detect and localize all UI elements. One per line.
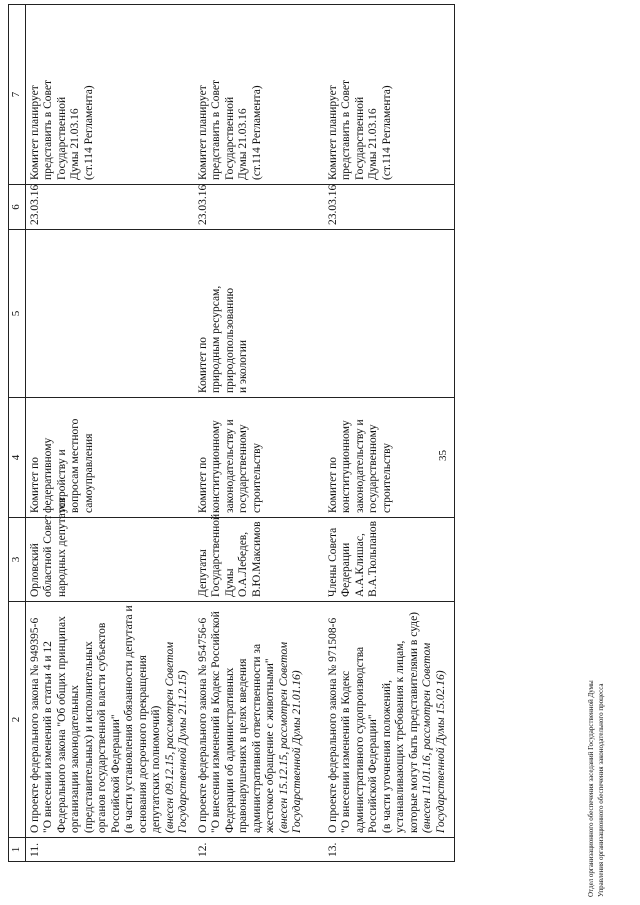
bill-description [324, 602, 455, 838]
header-col-1: 1 [9, 838, 26, 862]
decision-line: (ст.114 Регламента) [82, 85, 95, 180]
description-line: устанавливающих требования к лицам, [394, 640, 406, 833]
description-line: "О внесении изменений в Кодекс Российской [210, 611, 222, 833]
committee-decision [25, 5, 194, 185]
note-line: (внесен 09.12.15, рассмотрен Советом [163, 641, 176, 833]
committee-decision [324, 5, 455, 185]
description-line: (в части уточнения положений, [380, 680, 393, 833]
initiator-line: В.Ю.Максимов [250, 521, 263, 597]
committee-line: вопросам местного [69, 418, 81, 513]
description-line: Федерации об административных [223, 667, 236, 833]
decision-line: (ст.114 Регламента) [250, 85, 263, 180]
committee-line: Комитет по [326, 457, 339, 513]
table-row [194, 5, 324, 862]
initiator-line: В.А.Тюльпанов [367, 520, 379, 597]
committee-line: государственному [237, 424, 249, 513]
header-col-7: 7 [9, 5, 26, 185]
description-line: которые могут быть представителями в суде) [407, 612, 420, 833]
committee-line: Комитет по [28, 457, 41, 513]
description-line: Федерального закона "Об общих принципах [55, 616, 68, 833]
description-line: административной ответственности за [250, 643, 263, 833]
initiator-line: Депутаты [196, 549, 209, 597]
description-line: О проекте федерального закона № 949395-6 [28, 617, 41, 833]
co-executor-committee [194, 230, 324, 398]
description-line: основания досрочного прекращения [136, 655, 149, 833]
committee-line: конституционному [210, 420, 222, 513]
note-line: (внесен 15.12.15, рассмотрен Советом [277, 641, 290, 833]
description-line: О проекте федерального закона № 971508-6 [326, 617, 339, 833]
committee-line: Комитет по [196, 457, 209, 513]
initiator [324, 518, 455, 602]
initiator [25, 497, 194, 602]
description-line: органов государственной власти субъектов [96, 622, 108, 833]
initiator-line: областной Совет [42, 514, 54, 597]
bill-description [25, 602, 194, 838]
description-line: О проекте федерального закона № 954756-6 [196, 617, 209, 833]
decision-line: Государственной [55, 96, 68, 180]
description-line: жестокое обращение с животными" [264, 658, 276, 833]
decision-line: Думы 21.03.16 [69, 108, 81, 180]
decision-line: (ст.114 Регламента) [380, 85, 393, 180]
initiator-line: Думы [223, 568, 236, 597]
decision-line: Государственной [223, 96, 236, 180]
initiator-line: О.А.Лебедев, [237, 531, 249, 597]
responsible-committee [194, 398, 324, 518]
description-line: "О внесении изменений в Кодекс [340, 670, 352, 833]
page-number: 35 [437, 450, 449, 461]
header-col-3: 3 [9, 518, 26, 602]
decision-line: Комитет планирует [326, 85, 339, 180]
header-col-6: 6 [9, 185, 26, 230]
description-line: правонарушениях в целях введения [237, 658, 249, 833]
committee-line: законодательству и [353, 419, 366, 513]
description-line: (в части установления обязанности депутата и [123, 605, 135, 833]
description-line: (представительных) и исполнительных [82, 641, 95, 833]
header-row [9, 5, 26, 862]
footer-line: Управления организационного обеспечения законодательного процесса [597, 683, 605, 897]
decision-line: представить в Совет [210, 79, 222, 180]
description-line: депутатских полномочий) [150, 705, 162, 833]
planned-date: 23.03.16 [25, 185, 194, 230]
row-number: 12. [194, 838, 324, 862]
co-committee-line: природопользованию [223, 287, 236, 393]
footer-line: Отдел организационного обеспечения заседаний Государственной Думы [587, 680, 595, 897]
decision-line: представить в Совет [42, 79, 54, 180]
initiator-line: Федерации [340, 542, 352, 597]
note-line: Государственной Думы 21.12.15) [177, 670, 189, 833]
row-number: 11. [25, 838, 194, 862]
committee-decision [194, 5, 324, 185]
planned-date: 23.03.16 [194, 185, 324, 230]
footer [586, 680, 606, 897]
table-row [25, 5, 194, 862]
committee-line: законодательству и [223, 419, 236, 513]
committee-line: конституционному [340, 420, 352, 513]
bill-description [194, 602, 324, 838]
co-executor-committee [25, 230, 194, 398]
initiator-line: народных депутатов [55, 497, 68, 597]
note-line: Государственной Думы 21.01.16) [291, 670, 303, 833]
committee-line: самоуправления [82, 433, 95, 513]
header-col-4: 4 [9, 398, 26, 518]
description-line: "О внесении изменений в статьи 4 и 12 [42, 641, 54, 833]
committee-line: федеративному [42, 437, 54, 513]
bills-table [8, 4, 455, 862]
initiator [194, 513, 324, 602]
committee-line: государственному [367, 424, 379, 513]
description-line: административного судопроизводства [353, 646, 366, 833]
initiator-line: Орловский [28, 543, 41, 597]
decision-line: Комитет планирует [28, 85, 41, 180]
header-col-5: 5 [9, 230, 26, 398]
note-line: Государственной Думы 15.02.16) [434, 670, 447, 833]
decision-line: представить в Совет [340, 79, 352, 180]
decision-line: Комитет планирует [196, 85, 209, 180]
description-line: Российской Федерации" [109, 714, 122, 833]
initiator-line: А.А.Клишас, [353, 533, 366, 597]
description-line: Российской Федерации" [367, 714, 379, 833]
committee-line: устройству и [55, 449, 68, 513]
row-number: 13. [324, 838, 455, 862]
responsible-committee [324, 398, 455, 518]
header-col-2: 2 [9, 602, 26, 838]
decision-line: Думы 21.03.16 [367, 108, 379, 180]
responsible-committee [25, 398, 194, 518]
co-executor-committee [324, 230, 455, 398]
note-line: (внесен 11.01.16, рассмотрен Советом [421, 642, 433, 833]
committee-line: строительству [250, 443, 263, 513]
description-line: организации законодательных [69, 685, 81, 833]
planned-date: 23.03.16 [324, 185, 455, 230]
co-committee-line: Комитет по [196, 337, 209, 393]
initiator-line: Члены Совета [326, 527, 339, 597]
initiator-line: Государственной [210, 513, 222, 597]
committee-line: строительству [380, 443, 393, 513]
decision-line: Государственной [353, 96, 366, 180]
table-row [324, 5, 455, 862]
decision-line: Думы 21.03.16 [237, 108, 249, 180]
co-committee-line: и экологии [237, 339, 249, 393]
co-committee-line: природным ресурсам, [210, 285, 222, 393]
